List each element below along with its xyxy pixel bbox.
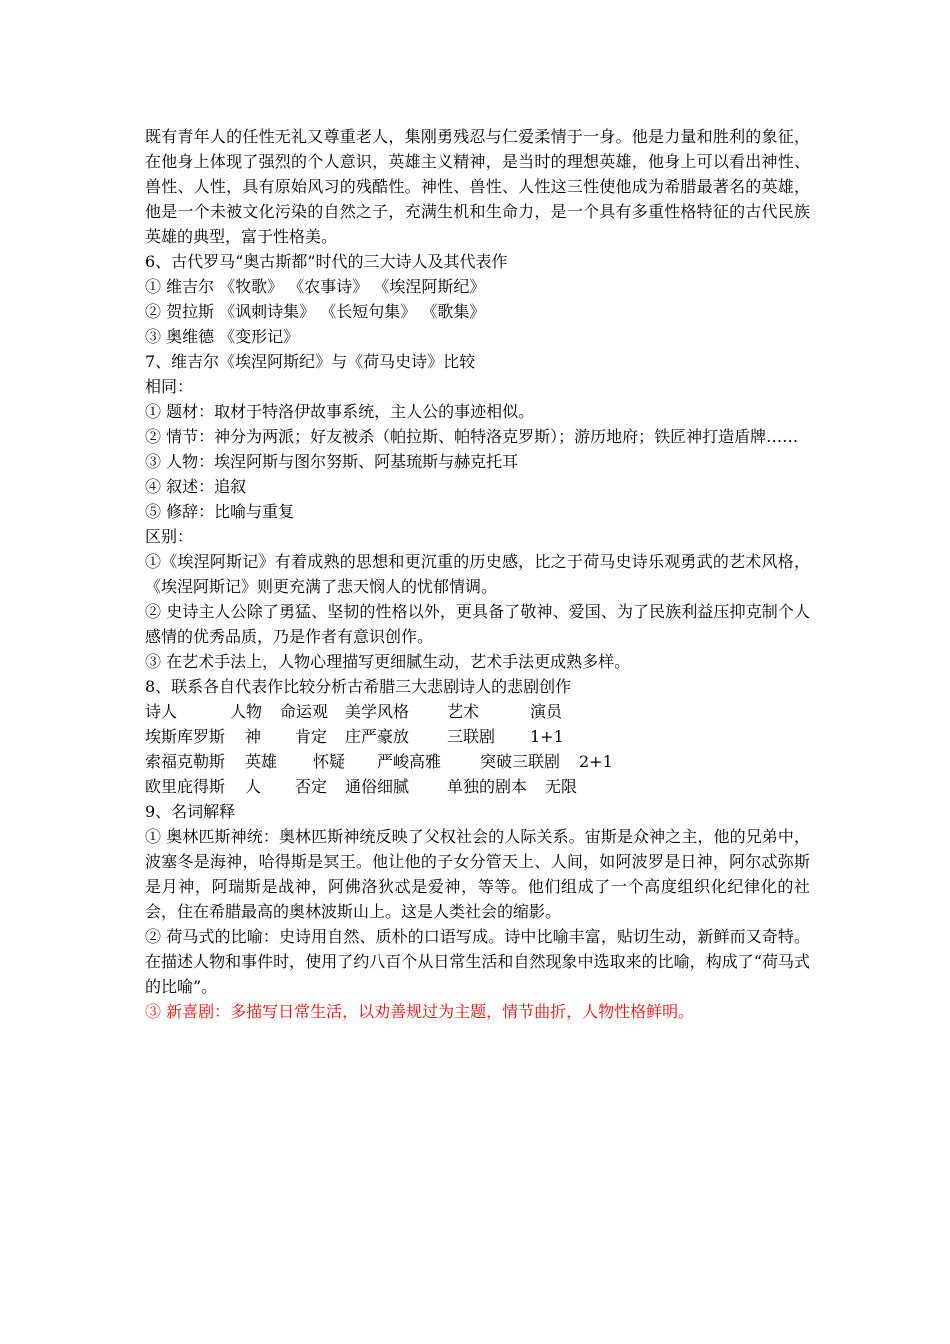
list-item: ③ 在艺术手法上，人物心理描写更细腻生动，艺术手法更成熟多样。 <box>145 652 631 671</box>
intro-paragraph: 既有青年人的任性无礼又尊重老人，集刚勇残忍与仁爱柔情于一身。他是力量和胜利的象征，在他身上体现了强烈的个人意识，英雄主义精神，是当时的理想英雄，他身上可以看出神性、兽性、人性，具有原始风习的残酷性。神性、兽性、人性这三性使他成为希腊最著名的英雄，他是一个未被文化污染的自然之子，充满生机和生命力，是一个具有多重性格特征的古代民族英雄的典型，富于性格美。 <box>145 127 810 246</box>
document-body <box>145 124 810 1024</box>
table-cell: 单独的剧本 <box>447 777 528 796</box>
list-item: ⑤ 修辞：比喻与重复 <box>145 502 295 521</box>
table-cell: 突破三联剧 <box>480 752 561 771</box>
diff-label: 区别： <box>145 527 194 546</box>
section-7-heading: 7、维吉尔《埃涅阿斯纪》与《荷马史诗》比较 <box>145 352 476 371</box>
table-cell: 庄严豪放 <box>345 727 410 746</box>
same-label: 相同： <box>145 377 194 396</box>
table-header-cell: 人物 <box>230 702 263 721</box>
section-8-heading: 8、联系各自代表作比较分析古希腊三大悲剧诗人的悲剧创作 <box>145 677 572 696</box>
list-item: ① 维吉尔 《牧歌》 《农事诗》 《埃涅阿斯纪》 <box>145 277 486 296</box>
section-6-heading: 6、古代罗马“奥古斯都”时代的三大诗人及其代表作 <box>145 252 508 271</box>
table-header-cell: 演员 <box>530 702 563 721</box>
table-cell: 严峻高雅 <box>377 752 442 771</box>
table-cell: 埃斯库罗斯 <box>145 727 226 746</box>
table-cell: 三联剧 <box>447 727 496 746</box>
list-item: ①《埃涅阿斯记》有着成熟的思想和更沉重的历史感，比之于荷马史诗乐观勇武的艺术风格，《埃涅阿斯记》则更充满了悲天悯人的忧郁情调。 <box>145 552 810 596</box>
table-header-cell: 美学风格 <box>345 702 410 721</box>
table-row <box>145 724 810 749</box>
table-cell: 2+1 <box>579 752 613 771</box>
table-header-cell: 艺术 <box>447 702 480 721</box>
table-cell: 肯定 <box>295 727 328 746</box>
table-header-cell: 诗人 <box>145 702 178 721</box>
list-item: ② 荷马式的比喻：史诗用自然、质朴的口语写成。诗中比喻丰富，贴切生动，新鲜而又奇特。在描述人物和事件时，使用了约八百个从日常生活和自然现象中选取来的比喻，构成了“荷马式的比喻”。 <box>145 927 810 996</box>
table-header-row <box>145 699 810 724</box>
table-cell: 人 <box>245 777 262 796</box>
table-cell: 怀疑 <box>313 752 346 771</box>
table-cell: 欧里庇得斯 <box>145 777 226 796</box>
table-cell: 神 <box>245 727 262 746</box>
table-row <box>145 774 810 799</box>
list-item: ④ 叙述：追叙 <box>145 477 247 496</box>
table-header-cell: 命运观 <box>280 702 329 721</box>
list-item: ② 史诗主人公除了勇猛、坚韧的性格以外，更具备了敬神、爱国、为了民族利益压抑克制个人感情的优秀品质，乃是作者有意识创作。 <box>145 602 810 646</box>
table-cell: 通俗细腻 <box>345 777 410 796</box>
list-item: ① 题材：取材于特洛伊故事系统，主人公的事迹相似。 <box>145 402 535 421</box>
table-cell: 索福克勒斯 <box>145 752 226 771</box>
list-item: ③ 奥维德 《变形记》 <box>145 327 300 346</box>
table-cell: 英雄 <box>245 752 278 771</box>
list-item: ② 情节：神分为两派；好友被杀（帕拉斯、帕特洛克罗斯）；游历地府；铁匠神打造盾牌…… <box>145 427 799 446</box>
section-9-heading: 9、名词解释 <box>145 802 236 821</box>
list-item: ③ 人物：埃涅阿斯与图尔努斯、阿基琉斯与赫克托耳 <box>145 452 519 471</box>
table-cell: 无限 <box>545 777 578 796</box>
list-item: ① 奥林匹斯神统：奥林匹斯神统反映了父权社会的人际关系。宙斯是众神之主，他的兄弟中，波塞冬是海神，哈得斯是冥王。他让他的子女分管天上、人间，如阿波罗是日神，阿尔忒弥斯是月神，阿瑞斯是战神，阿佛洛狄忒是爱神，等等。他们组成了一个高度组织化纪律化的社会，住在希腊最高的奥林波斯山上。这是人类社会的缩影。 <box>145 827 810 921</box>
list-item: ② 贺拉斯 《讽刺诗集》 《长短句集》 《歌集》 <box>145 302 486 321</box>
table-cell: 1+1 <box>530 727 564 746</box>
highlighted-list-item: ③ 新喜剧：多描写日常生活，以劝善规过为主题，情节曲折，人物性格鲜明。 <box>145 1002 695 1021</box>
table-row <box>145 749 810 774</box>
table-cell: 否定 <box>295 777 328 796</box>
